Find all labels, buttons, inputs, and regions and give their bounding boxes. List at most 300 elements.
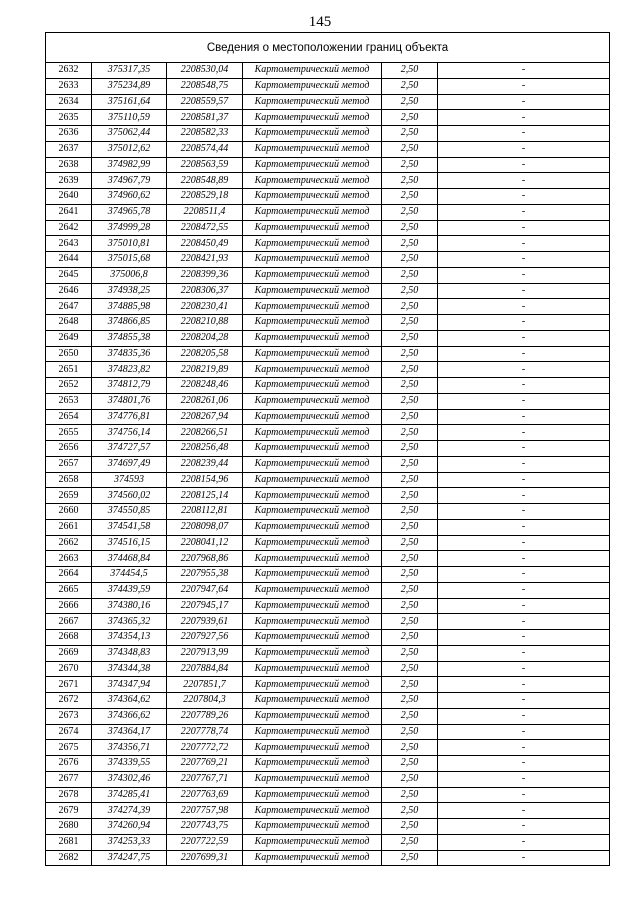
description-cell: - <box>438 488 610 504</box>
table-row <box>46 598 610 614</box>
point-number-cell: 2640 <box>46 189 92 205</box>
table-row <box>46 236 610 252</box>
x-coordinate-cell: 375006,8 <box>92 267 167 283</box>
point-number-cell: 2641 <box>46 204 92 220</box>
x-coordinate-cell: 374439,59 <box>92 582 167 598</box>
point-number-cell: 2644 <box>46 252 92 268</box>
point-number-cell: 2654 <box>46 409 92 425</box>
x-coordinate-cell: 374260,94 <box>92 819 167 835</box>
point-number-cell: 2672 <box>46 693 92 709</box>
accuracy-cell: 2,50 <box>382 661 438 677</box>
x-coordinate-cell: 375110,59 <box>92 110 167 126</box>
method-cell: Картометрический метод <box>243 189 382 205</box>
description-cell: - <box>438 189 610 205</box>
accuracy-cell: 2,50 <box>382 582 438 598</box>
description-cell: - <box>438 110 610 126</box>
x-coordinate-cell: 374365,32 <box>92 614 167 630</box>
table-heading-row <box>46 33 610 63</box>
description-cell: - <box>438 126 610 142</box>
accuracy-cell: 2,50 <box>382 346 438 362</box>
description-cell: - <box>438 850 610 866</box>
method-cell: Картометрический метод <box>243 582 382 598</box>
description-cell: - <box>438 346 610 362</box>
table-row <box>46 267 610 283</box>
point-number-cell: 2650 <box>46 346 92 362</box>
method-cell: Картометрический метод <box>243 220 382 236</box>
x-coordinate-cell: 374855,38 <box>92 330 167 346</box>
accuracy-cell: 2,50 <box>382 819 438 835</box>
point-number-cell: 2648 <box>46 315 92 331</box>
method-cell: Картометрический метод <box>243 661 382 677</box>
x-coordinate-cell: 374982,99 <box>92 157 167 173</box>
point-number-cell: 2678 <box>46 787 92 803</box>
y-coordinate-cell: 2207804,3 <box>167 693 243 709</box>
accuracy-cell: 2,50 <box>382 472 438 488</box>
method-cell: Картометрический метод <box>243 708 382 724</box>
y-coordinate-cell: 2207772,72 <box>167 740 243 756</box>
accuracy-cell: 2,50 <box>382 78 438 94</box>
accuracy-cell: 2,50 <box>382 220 438 236</box>
method-cell: Картометрический метод <box>243 173 382 189</box>
table-row <box>46 724 610 740</box>
description-cell: - <box>438 378 610 394</box>
description-cell: - <box>438 614 610 630</box>
method-cell: Картометрический метод <box>243 472 382 488</box>
table-row <box>46 504 610 520</box>
point-number-cell: 2662 <box>46 535 92 551</box>
description-cell: - <box>438 551 610 567</box>
table-row <box>46 110 610 126</box>
point-number-cell: 2665 <box>46 582 92 598</box>
description-cell: - <box>438 630 610 646</box>
x-coordinate-cell: 375010,81 <box>92 236 167 252</box>
x-coordinate-cell: 374812,79 <box>92 378 167 394</box>
x-coordinate-cell: 374835,36 <box>92 346 167 362</box>
point-number-cell: 2645 <box>46 267 92 283</box>
accuracy-cell: 2,50 <box>382 567 438 583</box>
y-coordinate-cell: 2207947,64 <box>167 582 243 598</box>
x-coordinate-cell: 374274,39 <box>92 803 167 819</box>
description-cell: - <box>438 236 610 252</box>
point-number-cell: 2637 <box>46 141 92 157</box>
accuracy-cell: 2,50 <box>382 787 438 803</box>
method-cell: Картометрический метод <box>243 504 382 520</box>
x-coordinate-cell: 374885,98 <box>92 299 167 315</box>
description-cell: - <box>438 504 610 520</box>
table-row <box>46 441 610 457</box>
method-cell: Картометрический метод <box>243 456 382 472</box>
accuracy-cell: 2,50 <box>382 535 438 551</box>
y-coordinate-cell: 2207913,99 <box>167 645 243 661</box>
description-cell: - <box>438 677 610 693</box>
y-coordinate-cell: 2208112,81 <box>167 504 243 520</box>
point-number-cell: 2673 <box>46 708 92 724</box>
x-coordinate-cell: 374967,79 <box>92 173 167 189</box>
table-row <box>46 567 610 583</box>
description-cell: - <box>438 362 610 378</box>
accuracy-cell: 2,50 <box>382 283 438 299</box>
accuracy-cell: 2,50 <box>382 157 438 173</box>
table-row <box>46 677 610 693</box>
x-coordinate-cell: 374593 <box>92 472 167 488</box>
table-row <box>46 787 610 803</box>
method-cell: Картометрический метод <box>243 346 382 362</box>
table-row <box>46 94 610 110</box>
x-coordinate-cell: 374454,5 <box>92 567 167 583</box>
table-row <box>46 252 610 268</box>
x-coordinate-cell: 374697,49 <box>92 456 167 472</box>
table-row <box>46 850 610 866</box>
table-row <box>46 283 610 299</box>
accuracy-cell: 2,50 <box>382 614 438 630</box>
y-coordinate-cell: 2207743,75 <box>167 819 243 835</box>
table-row <box>46 803 610 819</box>
accuracy-cell: 2,50 <box>382 504 438 520</box>
y-coordinate-cell: 2207851,7 <box>167 677 243 693</box>
accuracy-cell: 2,50 <box>382 173 438 189</box>
y-coordinate-cell: 2208559,57 <box>167 94 243 110</box>
x-coordinate-cell: 374516,15 <box>92 535 167 551</box>
x-coordinate-cell: 374727,57 <box>92 441 167 457</box>
method-cell: Картометрический метод <box>243 551 382 567</box>
x-coordinate-cell: 374364,62 <box>92 693 167 709</box>
table-row <box>46 819 610 835</box>
point-number-cell: 2663 <box>46 551 92 567</box>
accuracy-cell: 2,50 <box>382 598 438 614</box>
description-cell: - <box>438 63 610 79</box>
method-cell: Картометрический метод <box>243 834 382 850</box>
accuracy-cell: 2,50 <box>382 393 438 409</box>
y-coordinate-cell: 2207722,59 <box>167 834 243 850</box>
method-cell: Картометрический метод <box>243 488 382 504</box>
point-number-cell: 2670 <box>46 661 92 677</box>
y-coordinate-cell: 2208204,28 <box>167 330 243 346</box>
point-number-cell: 2634 <box>46 94 92 110</box>
x-coordinate-cell: 374560,02 <box>92 488 167 504</box>
point-number-cell: 2667 <box>46 614 92 630</box>
method-cell: Картометрический метод <box>243 645 382 661</box>
y-coordinate-cell: 2208530,04 <box>167 63 243 79</box>
table-row <box>46 708 610 724</box>
method-cell: Картометрический метод <box>243 425 382 441</box>
accuracy-cell: 2,50 <box>382 362 438 378</box>
description-cell: - <box>438 78 610 94</box>
y-coordinate-cell: 2208450,49 <box>167 236 243 252</box>
table-row <box>46 204 610 220</box>
y-coordinate-cell: 2208529,18 <box>167 189 243 205</box>
point-number-cell: 2639 <box>46 173 92 189</box>
x-coordinate-cell: 374756,14 <box>92 425 167 441</box>
table-row <box>46 378 610 394</box>
method-cell: Картометрический метод <box>243 441 382 457</box>
y-coordinate-cell: 2208548,89 <box>167 173 243 189</box>
x-coordinate-cell: 374468,84 <box>92 551 167 567</box>
y-coordinate-cell: 2207927,56 <box>167 630 243 646</box>
table-row <box>46 488 610 504</box>
method-cell: Картометрический метод <box>243 94 382 110</box>
point-number-cell: 2652 <box>46 378 92 394</box>
method-cell: Картометрический метод <box>243 630 382 646</box>
point-number-cell: 2671 <box>46 677 92 693</box>
description-cell: - <box>438 598 610 614</box>
description-cell: - <box>438 803 610 819</box>
point-number-cell: 2655 <box>46 425 92 441</box>
x-coordinate-cell: 374285,41 <box>92 787 167 803</box>
x-coordinate-cell: 374366,62 <box>92 708 167 724</box>
description-cell: - <box>438 519 610 535</box>
method-cell: Картометрический метод <box>243 598 382 614</box>
table-row <box>46 535 610 551</box>
description-cell: - <box>438 456 610 472</box>
method-cell: Картометрический метод <box>243 78 382 94</box>
accuracy-cell: 2,50 <box>382 94 438 110</box>
method-cell: Картометрический метод <box>243 803 382 819</box>
x-coordinate-cell: 374823,82 <box>92 362 167 378</box>
table-row <box>46 614 610 630</box>
y-coordinate-cell: 2208230,41 <box>167 299 243 315</box>
x-coordinate-cell: 374541,58 <box>92 519 167 535</box>
point-number-cell: 2656 <box>46 441 92 457</box>
method-cell: Картометрический метод <box>243 850 382 866</box>
accuracy-cell: 2,50 <box>382 267 438 283</box>
accuracy-cell: 2,50 <box>382 834 438 850</box>
accuracy-cell: 2,50 <box>382 645 438 661</box>
x-coordinate-cell: 374348,83 <box>92 645 167 661</box>
y-coordinate-cell: 2207939,61 <box>167 614 243 630</box>
y-coordinate-cell: 2208581,37 <box>167 110 243 126</box>
point-number-cell: 2633 <box>46 78 92 94</box>
point-number-cell: 2638 <box>46 157 92 173</box>
point-number-cell: 2669 <box>46 645 92 661</box>
table-row <box>46 756 610 772</box>
method-cell: Картометрический метод <box>243 362 382 378</box>
page-number: 145 <box>308 14 332 30</box>
description-cell: - <box>438 283 610 299</box>
description-cell: - <box>438 425 610 441</box>
x-coordinate-cell: 375234,89 <box>92 78 167 94</box>
description-cell: - <box>438 409 610 425</box>
point-number-cell: 2632 <box>46 63 92 79</box>
x-coordinate-cell: 374364,17 <box>92 724 167 740</box>
point-number-cell: 2675 <box>46 740 92 756</box>
x-coordinate-cell: 375161,64 <box>92 94 167 110</box>
description-cell: - <box>438 393 610 409</box>
method-cell: Картометрический метод <box>243 126 382 142</box>
table-row <box>46 173 610 189</box>
x-coordinate-cell: 374380,16 <box>92 598 167 614</box>
point-number-cell: 2659 <box>46 488 92 504</box>
y-coordinate-cell: 2207884,84 <box>167 661 243 677</box>
y-coordinate-cell: 2207757,98 <box>167 803 243 819</box>
method-cell: Картометрический метод <box>243 771 382 787</box>
point-number-cell: 2682 <box>46 850 92 866</box>
x-coordinate-cell: 374801,76 <box>92 393 167 409</box>
accuracy-cell: 2,50 <box>382 708 438 724</box>
method-cell: Картометрический метод <box>243 252 382 268</box>
accuracy-cell: 2,50 <box>382 677 438 693</box>
point-number-cell: 2681 <box>46 834 92 850</box>
table-row <box>46 834 610 850</box>
description-cell: - <box>438 693 610 709</box>
description-cell: - <box>438 582 610 598</box>
table-row <box>46 63 610 79</box>
table-row <box>46 393 610 409</box>
y-coordinate-cell: 2208210,88 <box>167 315 243 331</box>
y-coordinate-cell: 2208574,44 <box>167 141 243 157</box>
x-coordinate-cell: 374253,33 <box>92 834 167 850</box>
method-cell: Картометрический метод <box>243 740 382 756</box>
description-cell: - <box>438 173 610 189</box>
method-cell: Картометрический метод <box>243 519 382 535</box>
accuracy-cell: 2,50 <box>382 551 438 567</box>
point-number-cell: 2677 <box>46 771 92 787</box>
table-row <box>46 315 610 331</box>
description-cell: - <box>438 756 610 772</box>
description-cell: - <box>438 645 610 661</box>
accuracy-cell: 2,50 <box>382 204 438 220</box>
accuracy-cell: 2,50 <box>382 693 438 709</box>
x-coordinate-cell: 374247,75 <box>92 850 167 866</box>
description-cell: - <box>438 661 610 677</box>
table-row <box>46 551 610 567</box>
point-number-cell: 2680 <box>46 819 92 835</box>
method-cell: Картометрический метод <box>243 535 382 551</box>
method-cell: Картометрический метод <box>243 819 382 835</box>
y-coordinate-cell: 2208511,4 <box>167 204 243 220</box>
point-number-cell: 2635 <box>46 110 92 126</box>
point-number-cell: 2658 <box>46 472 92 488</box>
x-coordinate-cell: 374344,38 <box>92 661 167 677</box>
point-number-cell: 2653 <box>46 393 92 409</box>
table-row <box>46 220 610 236</box>
table-row <box>46 661 610 677</box>
description-cell: - <box>438 204 610 220</box>
description-cell: - <box>438 771 610 787</box>
method-cell: Картометрический метод <box>243 283 382 299</box>
accuracy-cell: 2,50 <box>382 110 438 126</box>
method-cell: Картометрический метод <box>243 141 382 157</box>
table-row <box>46 126 610 142</box>
description-cell: - <box>438 724 610 740</box>
point-number-cell: 2668 <box>46 630 92 646</box>
y-coordinate-cell: 2207763,69 <box>167 787 243 803</box>
accuracy-cell: 2,50 <box>382 488 438 504</box>
method-cell: Картометрический метод <box>243 393 382 409</box>
table-row <box>46 693 610 709</box>
point-number-cell: 2660 <box>46 504 92 520</box>
description-cell: - <box>438 141 610 157</box>
point-number-cell: 2646 <box>46 283 92 299</box>
accuracy-cell: 2,50 <box>382 850 438 866</box>
table-row <box>46 330 610 346</box>
method-cell: Картометрический метод <box>243 614 382 630</box>
description-cell: - <box>438 535 610 551</box>
method-cell: Картометрический метод <box>243 330 382 346</box>
method-cell: Картометрический метод <box>243 756 382 772</box>
point-number-cell: 2674 <box>46 724 92 740</box>
y-coordinate-cell: 2208098,07 <box>167 519 243 535</box>
method-cell: Картометрический метод <box>243 409 382 425</box>
accuracy-cell: 2,50 <box>382 378 438 394</box>
x-coordinate-cell: 375015,68 <box>92 252 167 268</box>
description-cell: - <box>438 819 610 835</box>
y-coordinate-cell: 2207955,38 <box>167 567 243 583</box>
method-cell: Картометрический метод <box>243 63 382 79</box>
y-coordinate-cell: 2208239,44 <box>167 456 243 472</box>
description-cell: - <box>438 94 610 110</box>
y-coordinate-cell: 2208248,46 <box>167 378 243 394</box>
description-cell: - <box>438 330 610 346</box>
accuracy-cell: 2,50 <box>382 441 438 457</box>
point-number-cell: 2651 <box>46 362 92 378</box>
y-coordinate-cell: 2207968,86 <box>167 551 243 567</box>
accuracy-cell: 2,50 <box>382 141 438 157</box>
point-number-cell: 2636 <box>46 126 92 142</box>
x-coordinate-cell: 374866,85 <box>92 315 167 331</box>
y-coordinate-cell: 2208306,37 <box>167 283 243 299</box>
method-cell: Картометрический метод <box>243 567 382 583</box>
description-cell: - <box>438 787 610 803</box>
table-row <box>46 346 610 362</box>
description-cell: - <box>438 267 610 283</box>
method-cell: Картометрический метод <box>243 236 382 252</box>
accuracy-cell: 2,50 <box>382 724 438 740</box>
x-coordinate-cell: 374938,25 <box>92 283 167 299</box>
table-row <box>46 456 610 472</box>
method-cell: Картометрический метод <box>243 724 382 740</box>
table-heading: Сведения о местоположении границ объекта <box>46 33 610 63</box>
point-number-cell: 2647 <box>46 299 92 315</box>
method-cell: Картометрический метод <box>243 378 382 394</box>
y-coordinate-cell: 2208472,55 <box>167 220 243 236</box>
method-cell: Картометрический метод <box>243 110 382 126</box>
table-row <box>46 425 610 441</box>
y-coordinate-cell: 2207778,74 <box>167 724 243 740</box>
description-cell: - <box>438 315 610 331</box>
accuracy-cell: 2,50 <box>382 456 438 472</box>
accuracy-cell: 2,50 <box>382 252 438 268</box>
description-cell: - <box>438 740 610 756</box>
accuracy-cell: 2,50 <box>382 803 438 819</box>
point-number-cell: 2643 <box>46 236 92 252</box>
description-cell: - <box>438 220 610 236</box>
y-coordinate-cell: 2207699,31 <box>167 850 243 866</box>
table-row <box>46 519 610 535</box>
method-cell: Картометрический метод <box>243 204 382 220</box>
y-coordinate-cell: 2208267,94 <box>167 409 243 425</box>
x-coordinate-cell: 374354,13 <box>92 630 167 646</box>
x-coordinate-cell: 374347,94 <box>92 677 167 693</box>
accuracy-cell: 2,50 <box>382 425 438 441</box>
y-coordinate-cell: 2208399,36 <box>167 267 243 283</box>
method-cell: Картометрический метод <box>243 299 382 315</box>
accuracy-cell: 2,50 <box>382 299 438 315</box>
description-cell: - <box>438 157 610 173</box>
y-coordinate-cell: 2208563,59 <box>167 157 243 173</box>
method-cell: Картометрический метод <box>243 315 382 331</box>
y-coordinate-cell: 2208154,96 <box>167 472 243 488</box>
y-coordinate-cell: 2207769,21 <box>167 756 243 772</box>
table-row <box>46 409 610 425</box>
table-row <box>46 189 610 205</box>
y-coordinate-cell: 2207945,17 <box>167 598 243 614</box>
accuracy-cell: 2,50 <box>382 236 438 252</box>
accuracy-cell: 2,50 <box>382 740 438 756</box>
x-coordinate-cell: 374965,78 <box>92 204 167 220</box>
method-cell: Картометрический метод <box>243 677 382 693</box>
x-coordinate-cell: 375012,62 <box>92 141 167 157</box>
table-row <box>46 78 610 94</box>
